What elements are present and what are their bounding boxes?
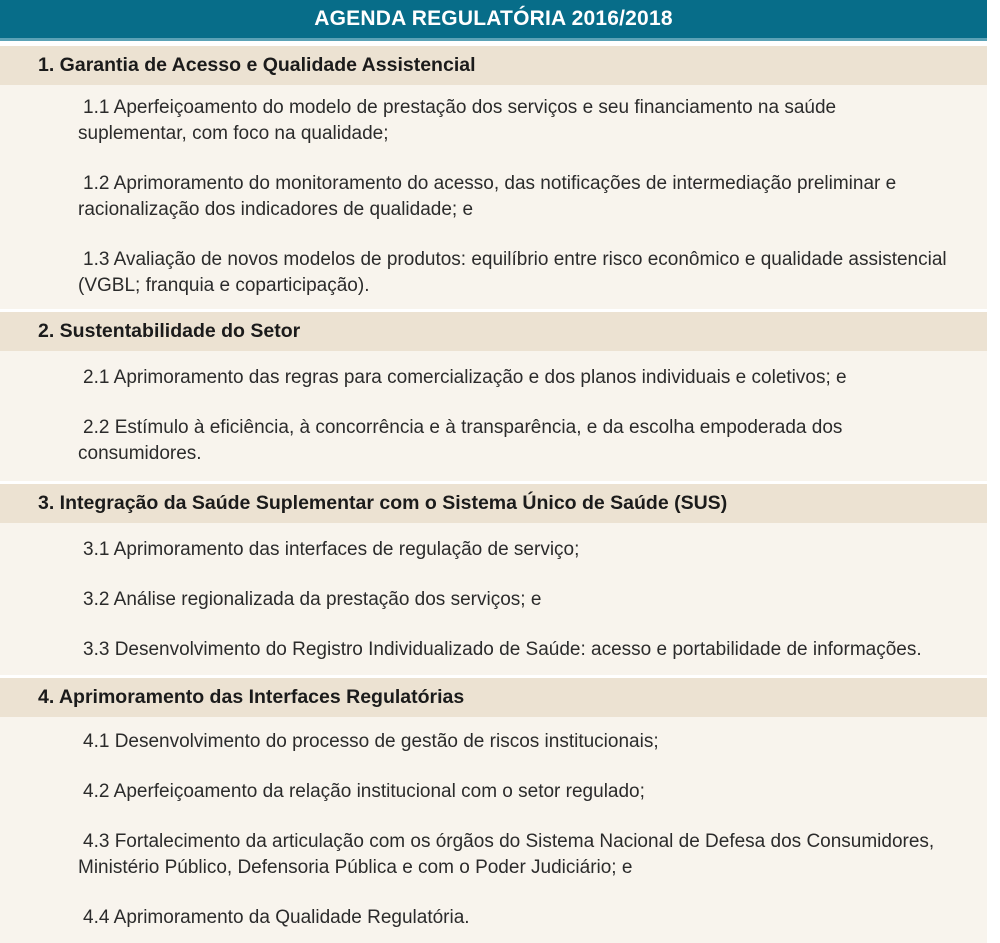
list-item: 3.3 Desenvolvimento do Registro Individualizado de Saúde: acesso e portabilidade de informações. (83, 639, 922, 660)
list-item: 2.2 Estímulo à eficiência, à concorrência e à transparência, e da escolha empoderada dos consumidores. (78, 417, 843, 464)
list-item: 4.1 Desenvolvimento do processo de gestão de riscos institucionais; (83, 731, 659, 752)
page-title: AGENDA REGULATÓRIA 2016/2018 (314, 7, 673, 30)
section-3 (0, 484, 987, 675)
section-2 (0, 312, 987, 481)
section-1 (0, 46, 987, 309)
list-item: 1.2 Aprimoramento do monitoramento do acesso, das notificações de intermediação preliminar e racionalização dos indicadores de qualidade; e (78, 173, 897, 220)
section-1-heading: 1. Garantia de Acesso e Qualidade Assistencial (0, 46, 987, 85)
section-2-heading: 2. Sustentabilidade do Setor (0, 312, 987, 351)
list-item: 1.1 Aperfeiçoamento do modelo de prestação dos serviços e seu financiamento na saúde suplementar, com foco na qualidade; (78, 97, 837, 144)
section-3-heading: 3. Integração da Saúde Suplementar com o Sistema Único de Saúde (SUS) (0, 484, 987, 523)
section-4-body (0, 717, 987, 943)
section-2-body (0, 351, 987, 481)
list-item: 4.3 Fortalecimento da articulação com os órgãos do Sistema Nacional de Defesa dos Consumidores, Ministério Público, Defensoria Pública e com o Poder Judiciário; e (78, 831, 935, 878)
list-item: 2.1 Aprimoramento das regras para comercialização e dos planos individuais e coletivos; e (83, 367, 847, 388)
section-4-heading: 4. Aprimoramento das Interfaces Regulatórias (0, 678, 987, 717)
section-4 (0, 678, 987, 943)
section-1-body (0, 85, 987, 309)
list-item: 3.2 Análise regionalizada da prestação dos serviços; e (83, 589, 542, 610)
list-item: 4.2 Aperfeiçoamento da relação institucional com o setor regulado; (83, 781, 645, 802)
section-3-body (0, 523, 987, 675)
list-item: 3.1 Aprimoramento das interfaces de regulação de serviço; (83, 539, 580, 560)
list-item: 1.3 Avaliação de novos modelos de produtos: equilíbrio entre risco econômico e qualidade assistencial (VGBL; franquia e coparticipação). (78, 249, 947, 296)
document-title-bar (0, 0, 987, 38)
list-item: 4.4 Aprimoramento da Qualidade Regulatória. (83, 907, 470, 928)
